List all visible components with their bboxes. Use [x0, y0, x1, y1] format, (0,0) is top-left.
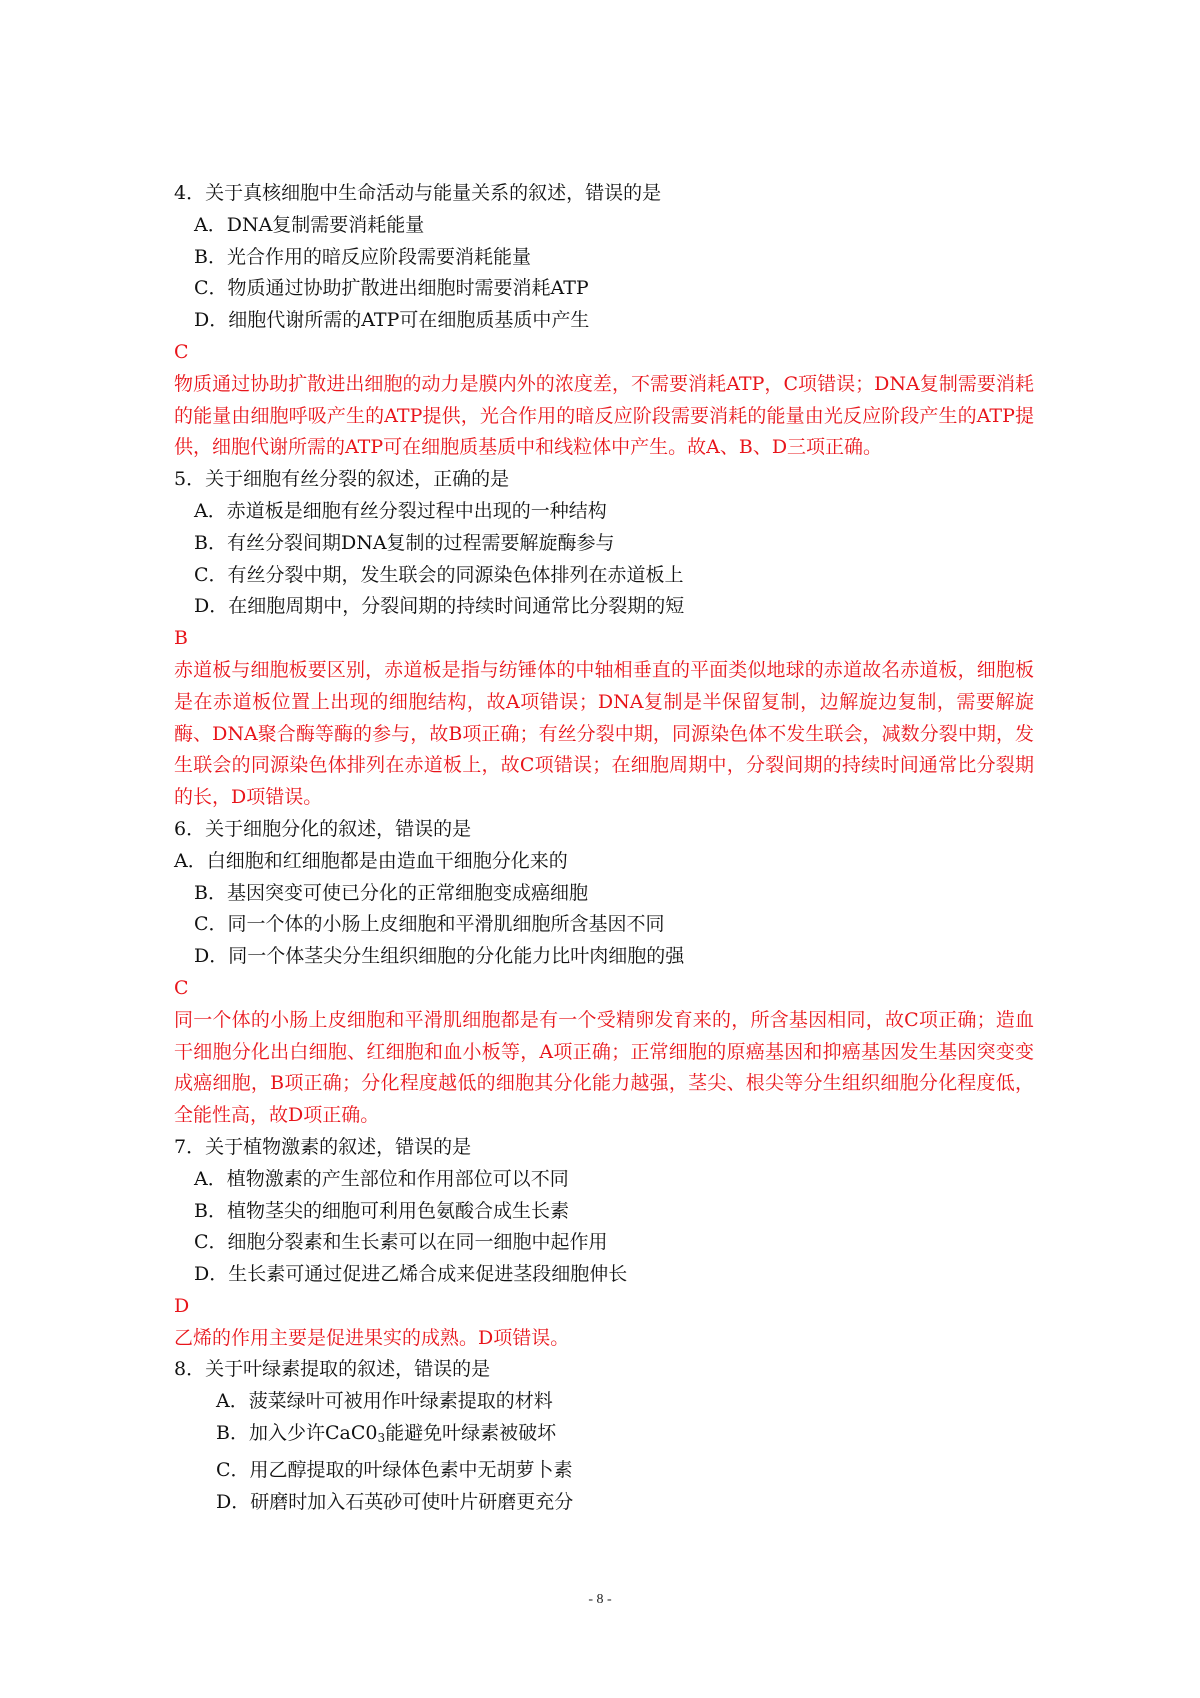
- question-4-option-d: D．细胞代谢所需的ATP可在细胞质基质中产生: [194, 309, 590, 332]
- question-5-option-a: A．赤道板是细胞有丝分裂过程中出现的一种结构: [194, 499, 607, 522]
- question-6-option-a: A．白细胞和红细胞都是由造血干细胞分化来的: [174, 849, 568, 872]
- question-6-stem: 6．关于细胞分化的叙述，错误的是: [174, 817, 472, 840]
- page-content: [174, 178, 1034, 1518]
- question-4-option-b: B．光合作用的暗反应阶段需要消耗能量: [194, 245, 531, 268]
- question-6-option-b: B．基因突变可使已分化的正常细胞变成癌细胞: [194, 881, 588, 904]
- question-6-option-d: D．同一个体茎尖分生组织细胞的分化能力比叶肉细胞的强: [194, 945, 685, 968]
- question-7-option-b: B．植物茎尖的细胞可利用色氨酸合成生长素: [194, 1199, 569, 1222]
- question-7-answer: D: [174, 1294, 190, 1317]
- question-8-option-b-subscript: 3: [377, 1431, 386, 1446]
- question-5-option-d: D．在细胞周期中，分裂间期的持续时间通常比分裂期的短: [194, 595, 685, 618]
- question-7-explanation: 乙烯的作用主要是促进果实的成熟。D项错误。: [174, 1326, 570, 1349]
- question-8-option-b-tail: 能避免叶绿素被破坏: [385, 1422, 557, 1445]
- question-8-option-d: D．研磨时加入石英砂可使叶片研磨更充分: [216, 1490, 574, 1513]
- question-4-explanation: 物质通过协助扩散进出细胞的动力是膜内外的浓度差，不需要消耗ATP，C项错误；DNA复制需要消耗的能量由细胞呼吸产生的ATP提供，光合作用的暗反应阶段需要消耗的能量由光反应阶段产生的ATP提供，细胞代谢所需的ATP可在细胞质基质中和线粒体中产生。故A、B、D三项正确。: [174, 372, 1034, 459]
- question-8-option-b-text: B．加入少许CaC0: [216, 1422, 378, 1445]
- question-7-option-a: A．植物激素的产生部位和作用部位可以不同: [194, 1167, 569, 1190]
- question-7-option-c: C．细胞分裂素和生长素可以在同一细胞中起作用: [194, 1231, 608, 1254]
- question-8-option-b: [174, 1418, 1034, 1455]
- question-5-option-b: B．有丝分裂间期DNA复制的过程需要解旋酶参与: [194, 531, 615, 554]
- question-7-option-d: D．生长素可通过促进乙烯合成来促进茎段细胞伸长: [194, 1263, 628, 1286]
- question-4-answer: C: [174, 340, 189, 363]
- question-5-explanation: 赤道板与细胞板要区别，赤道板是指与纺锤体的中轴相垂直的平面类似地球的赤道故名赤道板，细胞板是在赤道板位置上出现的细胞结构，故A项错误；DNA复制是半保留复制，边解旋边复制，需要解旋酶、DNA聚合酶等酶的参与，故B项正确；有丝分裂中期，同源染色体不发生联会，减数分裂中期，发生联会的同源染色体排列在赤道板上，故C项错误；在细胞周期中，分裂间期的持续时间通常比分裂期的长，D项错误。: [174, 658, 1034, 809]
- question-4-option-c: C．物质通过协助扩散进出细胞时需要消耗ATP: [194, 277, 589, 300]
- question-5-option-c: C．有丝分裂中期，发生联会的同源染色体排列在赤道板上: [194, 563, 684, 586]
- question-5-stem: 5．关于细胞有丝分裂的叙述，正确的是: [174, 468, 510, 491]
- question-8-stem: 8．关于叶绿素提取的叙述，错误的是: [174, 1358, 491, 1381]
- question-4-stem: 4．关于真核细胞中生命活动与能量关系的叙述，错误的是: [174, 182, 662, 204]
- question-6-option-c: C．同一个体的小肠上皮细胞和平滑肌细胞所含基因不同: [194, 913, 665, 936]
- question-5-answer: B: [174, 627, 188, 650]
- question-6-explanation: 同一个体的小肠上皮细胞和平滑肌细胞都是有一个受精卵发育来的，所含基因相同，故C项正确；造血干细胞分化出白细胞、红细胞和血小板等，A项正确；正常细胞的原癌基因和抑癌基因发生基因突变变成癌细胞，B项正确；分化程度越低的细胞其分化能力越强，茎尖、根尖等分生组织细胞分化程度低，全能性高，故D项正确。: [174, 1008, 1034, 1127]
- question-8-option-a: A．菠菜绿叶可被用作叶绿素提取的材料: [216, 1390, 553, 1413]
- question-4-option-a: A．DNA复制需要消耗能量: [194, 213, 425, 236]
- question-6-answer: C: [174, 976, 189, 999]
- page-number: - 8 -: [588, 1592, 612, 1607]
- question-8-option-c: C．用乙醇提取的叶绿体色素中无胡萝卜素: [216, 1458, 573, 1481]
- question-7-stem: 7．关于植物激素的叙述，错误的是: [174, 1135, 472, 1158]
